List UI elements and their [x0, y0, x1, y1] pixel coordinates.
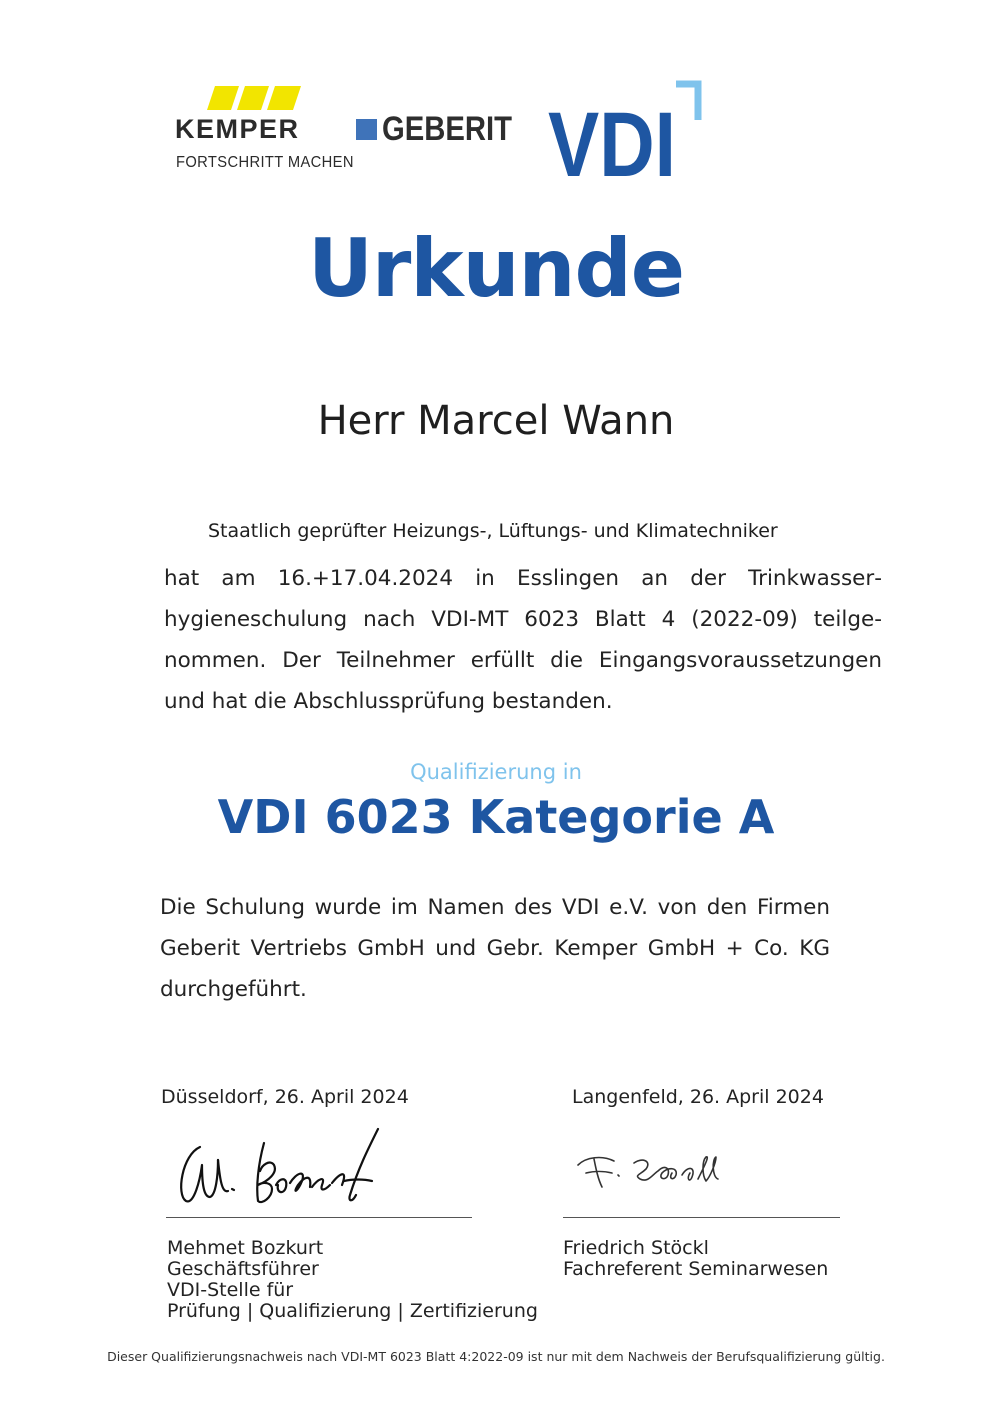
signer-left-org-detail: Prüfung | Qualifizierung | Zertifizierung: [167, 1300, 538, 1322]
kemper-logo-stripes-icon: [205, 86, 305, 110]
signer-left-name: Mehmet Bozkurt: [167, 1237, 324, 1259]
signer-left-block: [167, 1238, 538, 1322]
signature-right-image: [572, 1145, 732, 1195]
kemper-logo-tagline: FORTSCHRITT MACHEN: [176, 154, 354, 171]
signer-right-block: [563, 1238, 828, 1280]
training-note: Die Schulung wurde im Namen des VDI e.V. von den Firmen Geberit Vertriebs GmbH und Gebr. Kemper GmbH + Co. KG durchgeführt.: [160, 895, 830, 1002]
vdi-logo: [548, 80, 704, 180]
certificate-title: Urkunde: [307, 222, 685, 315]
geberit-logo-wordmark: GEBERIT: [382, 110, 512, 148]
kemper-logo-wordmark: KEMPER: [175, 114, 300, 144]
place-date-right: Langenfeld, 26. April 2024: [572, 1086, 824, 1108]
signature-line-right: [563, 1217, 840, 1218]
signature-line-left: [166, 1217, 472, 1218]
recipient-name: Herr Marcel Wann: [317, 398, 675, 444]
signer-right-role: Fachreferent Seminarwesen: [563, 1258, 829, 1280]
footer-note: Dieser Qualifizierungsnachweis nach VDI-MT 6023 Blatt 4:2022-09 ist nur mit dem Nachweis der Berufsqualifizierung gültig.: [107, 1349, 885, 1364]
signer-left-role: Geschäftsführer: [167, 1258, 319, 1280]
signature-left-image: [172, 1125, 392, 1210]
participation-statement: hat am 16.+17.04.2024 in Esslingen an der Trinkwasserhygieneschulung nach VDI-MT 6023 Blatt 4 (2022-09) teilgenommen. Der Teilnehmer erfüllt die Eingangsvoraussetzungen und hat die Abschlussprüfung bestanden.: [164, 566, 882, 714]
qualification-label: Qualifizierung in: [410, 760, 582, 784]
place-date-left: Düsseldorf, 26. April 2024: [161, 1086, 409, 1108]
geberit-logo-square-icon: [356, 119, 377, 140]
signer-right-name: Friedrich Stöckl: [563, 1237, 709, 1259]
qualification-title: VDI 6023 Kategorie A: [217, 790, 775, 844]
svg-text:VDI: VDI: [548, 94, 676, 180]
signer-left-org: VDI-Stelle für: [167, 1279, 294, 1301]
recipient-profession: Staatlich geprüfter Heizungs-, Lüftungs- und Klimatechniker: [208, 520, 778, 542]
